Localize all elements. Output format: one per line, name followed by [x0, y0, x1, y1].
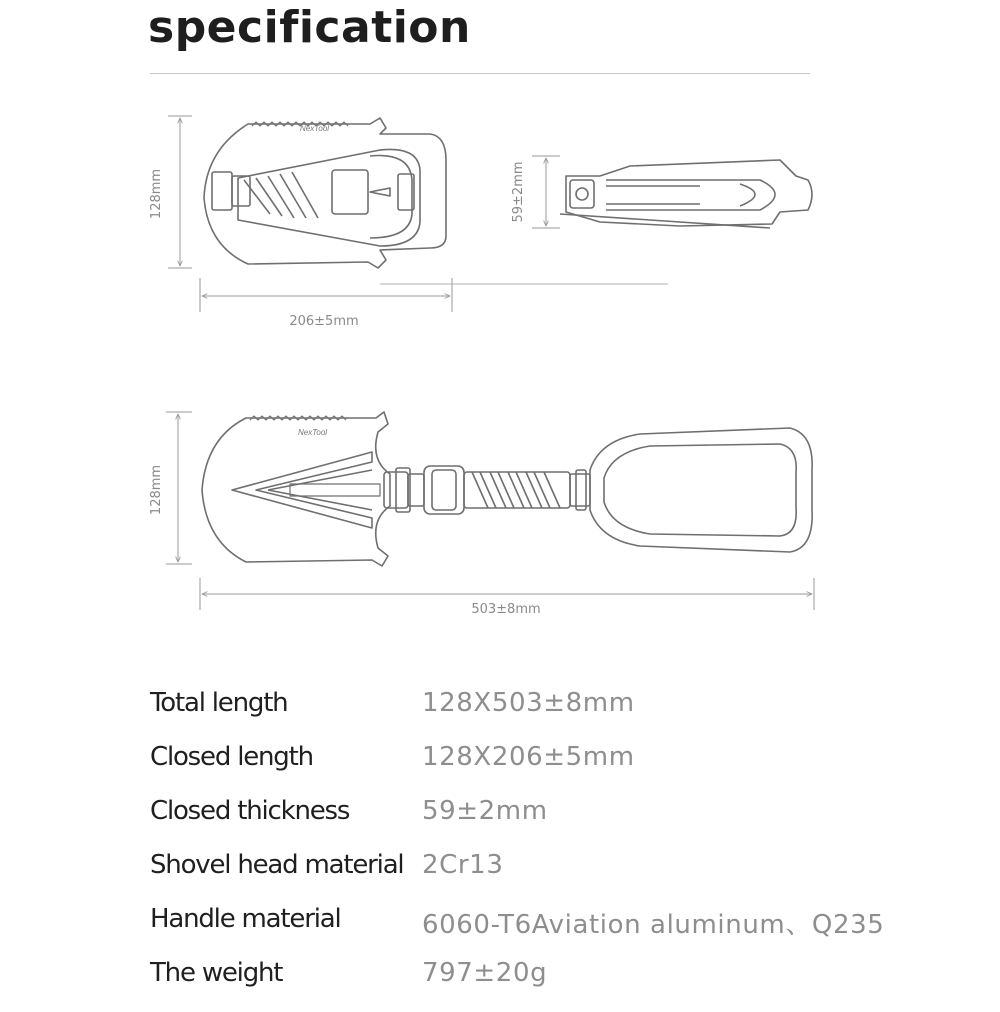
- closed-shovel-side-view: [560, 160, 812, 228]
- spec-label: Total length: [150, 688, 288, 718]
- page-title: specification: [148, 2, 471, 53]
- spec-row-shovel-head-material: [150, 850, 910, 904]
- spec-label: The weight: [150, 958, 283, 988]
- spec-value: 6060-T6Aviation aluminum、Q235: [422, 910, 885, 940]
- open-height-label: 128mm: [149, 464, 164, 516]
- spec-row-handle-material: [150, 904, 910, 958]
- thickness-dimension: [532, 156, 560, 228]
- spec-value: 128X206±5mm: [422, 742, 635, 772]
- closed-length-label: 206±5mm: [289, 314, 359, 329]
- spec-value: 797±20g: [422, 958, 548, 988]
- brand-text-open: NexTool: [298, 428, 328, 437]
- thickness-label: 59±2mm: [511, 161, 526, 223]
- open-height-dimension: [166, 412, 192, 564]
- spec-value: 59±2mm: [422, 796, 548, 826]
- closed-height-dimension: [168, 116, 192, 268]
- open-shovel-view: [202, 412, 812, 566]
- spec-label: Shovel head material: [150, 850, 404, 880]
- closed-length-dimension: [200, 278, 668, 312]
- spec-value: 128X503±8mm: [422, 688, 635, 718]
- closed-shovel-view: [204, 118, 446, 268]
- spec-row-total-length: [150, 688, 910, 742]
- spec-row-closed-length: [150, 742, 910, 796]
- spec-table: [150, 688, 910, 1012]
- brand-text-closed: NexTool: [300, 124, 330, 133]
- spec-value: 2Cr13: [422, 850, 504, 880]
- closed-height-label: 128mm: [149, 168, 164, 220]
- spec-label: Closed length: [150, 742, 313, 772]
- spec-row-closed-thickness: [150, 796, 910, 850]
- spec-label: Handle material: [150, 904, 341, 934]
- spec-row-weight: [150, 958, 910, 1012]
- open-length-label: 503±8mm: [471, 602, 541, 617]
- spec-label: Closed thickness: [150, 796, 350, 826]
